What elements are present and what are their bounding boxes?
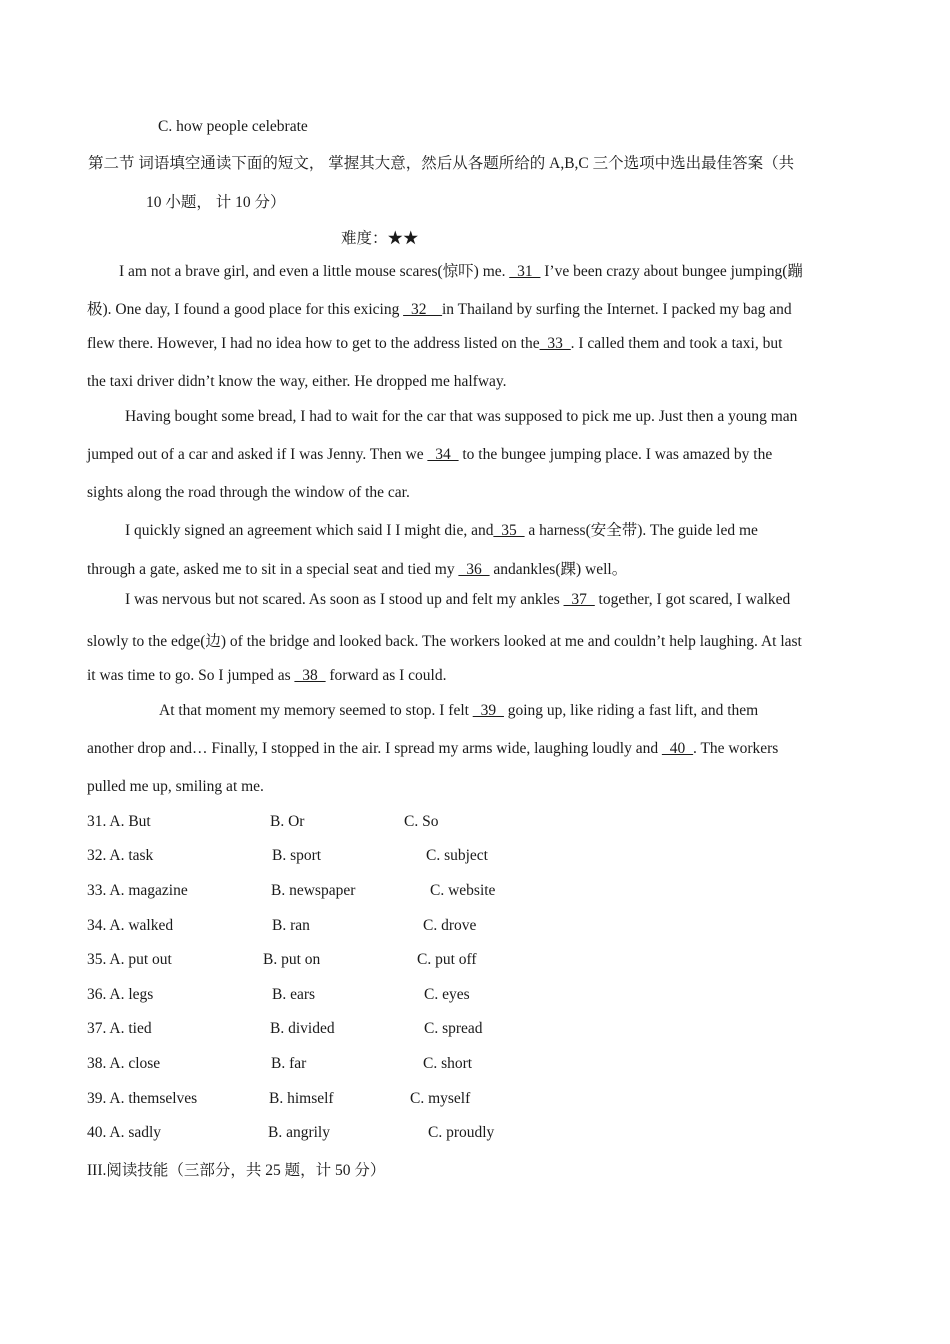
question-32-option-a: 32. A. task bbox=[87, 847, 154, 864]
passage-line: pulled me up, smiling at me. bbox=[87, 778, 264, 795]
question-35-option-b: B. put on bbox=[263, 951, 321, 968]
passage-line: sights along the road through the window of the car. bbox=[87, 484, 410, 501]
passage-line: the taxi driver didn’t know the way, either. He dropped me halfway. bbox=[87, 373, 507, 390]
question-34-option-b: B. ran bbox=[272, 917, 310, 934]
passage-line: jumped out of a car and asked if I was Jenny. Then we _34_ to the bungee jumping place. I was amazed by the bbox=[87, 446, 773, 463]
question-36-option-a: 36. A. legs bbox=[87, 986, 154, 1003]
passage-line: slowly to the edge(边) of the bridge and looked back. The workers looked at me and couldn’t help laughing. At last bbox=[87, 633, 802, 650]
question-38-option-b: B. far bbox=[271, 1055, 307, 1072]
question-33-option-b: B. newspaper bbox=[271, 882, 356, 899]
question-33-option-a: 33. A. magazine bbox=[87, 882, 188, 899]
previous-option-c: C. how people celebrate bbox=[158, 118, 308, 135]
blank-40: _40_ bbox=[661, 740, 693, 757]
passage-line: I was nervous but not scared. As soon as I stood up and felt my ankles _37_ together, I got scared, I walked bbox=[125, 591, 791, 608]
passage-line: At that moment my memory seemed to stop. I felt _39_ going up, like riding a fast lift, and them bbox=[159, 702, 759, 719]
passage-line: I quickly signed an agreement which said I I might die, and_35_ a harness(安全带). The guide led me bbox=[125, 522, 758, 539]
passage-line: Having bought some bread, I had to wait for the car that was supposed to pick me up. Just then a young man bbox=[125, 408, 798, 425]
question-38-option-c: C. short bbox=[423, 1055, 473, 1072]
question-35-option-c: C. put off bbox=[417, 951, 477, 968]
passage-line: I am not a brave girl, and even a little mouse scares(惊吓) me. _31_ I’ve been crazy about bungee jumping(蹦 bbox=[119, 263, 803, 280]
question-35-option-a: 35. A. put out bbox=[87, 951, 172, 968]
difficulty-rating: 难度：★★ bbox=[341, 230, 419, 247]
section-3-heading: III.阅读技能（三部分，共 25 题，计 50 分） bbox=[87, 1162, 386, 1179]
blank-34: _34_ bbox=[427, 446, 459, 463]
blank-38: _38_ bbox=[294, 667, 326, 684]
blank-33: _33_ bbox=[539, 335, 571, 352]
question-37-option-a: 37. A. tied bbox=[87, 1020, 152, 1037]
question-34-option-c: C. drove bbox=[423, 917, 477, 934]
blank-36: _36_ bbox=[458, 561, 490, 578]
question-32-option-b: B. sport bbox=[272, 847, 322, 864]
blank-35: _35_ bbox=[493, 522, 525, 539]
section-instruction-line2: 10 小题， 计 10 分） bbox=[146, 194, 286, 211]
passage-line: another drop and… Finally, I stopped in the air. I spread my arms wide, laughing loudly and _40_. The workers bbox=[87, 740, 779, 757]
passage-line: 极). One day, I found a good place for this exicing _32__in Thailand by surfing the Internet. I packed my bag and bbox=[87, 301, 792, 318]
question-38-option-a: 38. A. close bbox=[87, 1055, 161, 1072]
question-40-option-b: B. angrily bbox=[268, 1124, 330, 1141]
passage-line: flew there. However, I had no idea how to get to the address listed on the_33_. I called them and took a taxi, but bbox=[87, 335, 783, 352]
question-40-option-c: C. proudly bbox=[428, 1124, 495, 1141]
question-39-option-b: B. himself bbox=[269, 1090, 334, 1107]
question-32-option-c: C. subject bbox=[426, 847, 488, 864]
question-34-option-a: 34. A. walked bbox=[87, 917, 174, 934]
passage-line: through a gate, asked me to sit in a special seat and tied my _36_ andankles(踝) well。 bbox=[87, 561, 628, 578]
blank-39: _39_ bbox=[472, 702, 504, 719]
passage-line: it was time to go. So I jumped as _38_ forward as I could. bbox=[87, 667, 447, 684]
blank-31: _31_ bbox=[509, 263, 541, 280]
question-39-option-a: 39. A. themselves bbox=[87, 1090, 198, 1107]
question-40-option-a: 40. A. sadly bbox=[87, 1124, 162, 1141]
question-37-option-c: C. spread bbox=[424, 1020, 483, 1037]
question-33-option-c: C. website bbox=[430, 882, 496, 899]
question-36-option-b: B. ears bbox=[272, 986, 316, 1003]
question-37-option-b: B. divided bbox=[270, 1020, 335, 1037]
blank-32: _32__ bbox=[403, 301, 442, 318]
question-31-option-b: B. Or bbox=[270, 813, 305, 830]
question-36-option-c: C. eyes bbox=[424, 986, 470, 1003]
blank-37: _37_ bbox=[563, 591, 595, 608]
section-instruction-line1: 第二节 词语填空通读下面的短文， 掌握其大意，然后从各题所给的 A,B,C 三个选项中选出最佳答案（共 bbox=[88, 155, 795, 172]
question-39-option-c: C. myself bbox=[410, 1090, 471, 1107]
question-31-option-c: C. So bbox=[404, 813, 439, 830]
question-31-option-a: 31. A. But bbox=[87, 813, 151, 830]
